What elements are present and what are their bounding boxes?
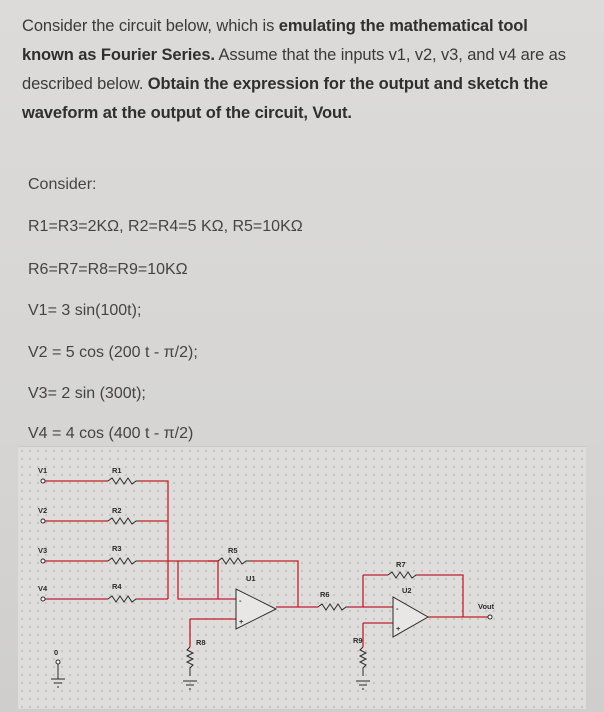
- label-r9: R9: [353, 636, 363, 645]
- u2-minus: -: [396, 604, 399, 613]
- ground-terminal: [56, 660, 60, 664]
- resistors-line-2: R6=R7=R8=R9=10KΩ: [28, 261, 188, 278]
- label-r2: R2: [112, 506, 122, 515]
- resistors-line-1: R1=R3=2KΩ, R2=R4=5 KΩ, R5=10KΩ: [28, 218, 303, 235]
- v2-equation: V2 = 5 cos (200 t - π/2);: [28, 344, 198, 361]
- v3-equation: V3= 2 sin (300t);: [28, 385, 146, 402]
- label-r1: R1: [112, 466, 122, 475]
- consider-label: Consider:: [28, 176, 97, 193]
- v4-equation: V4 = 4 cos (400 t - π/2): [28, 425, 194, 442]
- u1-minus: -: [239, 596, 242, 605]
- label-u1: U1: [246, 574, 256, 583]
- label-r4: R4: [112, 582, 122, 591]
- label-ground: 0: [54, 648, 59, 657]
- label-v2: V2: [38, 506, 48, 515]
- label-v1: V1: [38, 466, 48, 475]
- label-r3: R3: [112, 544, 122, 553]
- label-r6: R6: [320, 590, 330, 599]
- problem-text-2: Assume that the inputs v1, v2, v3, and v4 are as described below.: [22, 46, 566, 93]
- problem-bold-1: emulating the mathematical tool known as Fourier Series.: [22, 17, 528, 64]
- label-u2: U2: [402, 586, 412, 595]
- v1-equation: V1= 3 sin(100t);: [28, 302, 142, 319]
- problem-statement: [22, 12, 582, 128]
- label-v3: V3: [38, 546, 48, 555]
- label-v4: V4: [38, 584, 48, 593]
- circuit-schematic: [18, 447, 586, 709]
- u2-plus: +: [396, 624, 401, 633]
- label-r7: R7: [396, 560, 406, 569]
- label-r5: R5: [228, 546, 238, 555]
- label-vout: Vout: [478, 602, 495, 611]
- problem-bold-2: Obtain the expression for the output and sketch the waveform at the output of the circuit, Vout.: [22, 75, 548, 122]
- u1-plus: +: [239, 617, 244, 626]
- label-r8: R8: [196, 638, 206, 647]
- circuit-diagram: [18, 446, 586, 709]
- problem-text-1: Consider the circuit below, which is: [22, 17, 279, 35]
